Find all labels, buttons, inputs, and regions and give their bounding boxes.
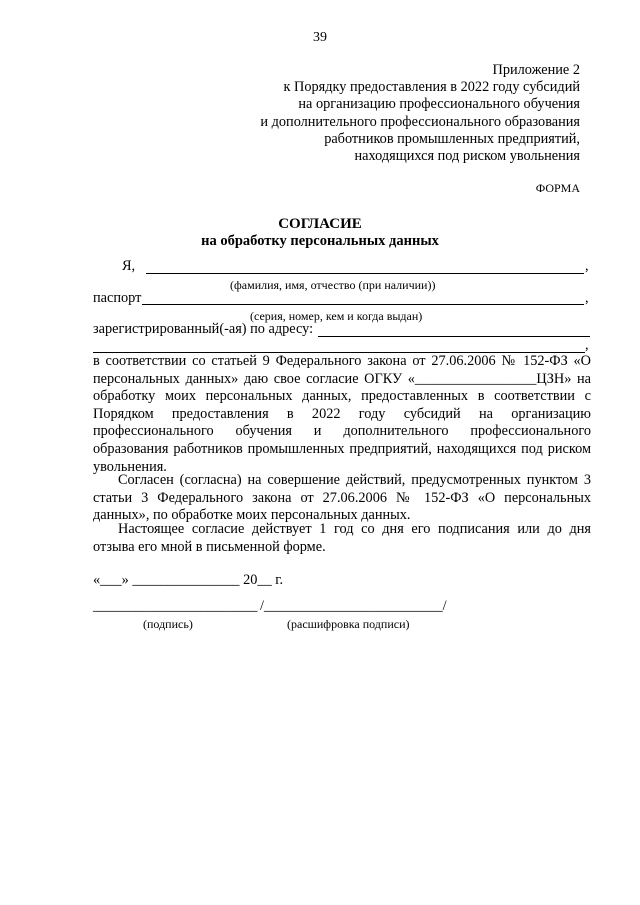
title-sub: на обработку персональных данных: [201, 233, 439, 249]
signature-decode-hint: (расшифровка подписи): [287, 617, 410, 631]
address-label: зарегистрированный(-ая) по адресу:: [93, 321, 314, 337]
appendix-line: работников промышленных предприятий,: [324, 130, 580, 147]
appendix-line: и дополнительного профессионального образования: [260, 113, 580, 130]
appendix-header: [260, 62, 580, 165]
consent-paragraph-1: в соответствии со статьей 9 Федерального закона от 27.06.2006 № 152-ФЗ «О персональных данных» даю свое согласие ОГКУ «_________________ЦЗН» на обработку моих персональных данных, предоставленных в соответствии с Порядком предоставления в 2022 году субсидий на организацию профессионального обучения и дополнительного профессионального образования работников промышленных предприятий, находящихся под риском увольнения.: [93, 353, 591, 475]
appendix-line: находящихся под риском увольнения: [354, 148, 580, 165]
passport-field-line[interactable]: [142, 304, 584, 305]
appendix-line: к Порядку предоставления в 2022 году субсидий: [283, 79, 580, 96]
signature-decode-line[interactable]: /_________________________/: [260, 598, 447, 614]
consent-paragraph-3: Настоящее согласие действует 1 год со дня его подписания или до дня отзыва его мной в письменной форме.: [93, 521, 591, 555]
consent-paragraph-2: Согласен (согласна) на совершение действий, предусмотренных пунктом 3 статьи 3 Федерального закона от 27.06.2006 № 152-ФЗ «О персональных данных», по обработке моих персональных данных.: [93, 472, 591, 524]
page-number: 39: [313, 30, 327, 45]
signature-hint: (подпись): [143, 617, 193, 631]
appendix-line: Приложение 2: [492, 62, 580, 78]
name-label: Я,: [122, 258, 136, 274]
form-label: ФОРМА: [535, 181, 580, 195]
signature-line[interactable]: _______________________: [93, 598, 258, 614]
appendix-line: на организацию профессионального обучения: [298, 96, 580, 113]
name-hint: (фамилия, имя, отчество (при наличии)): [230, 278, 436, 292]
comma: ,: [585, 258, 589, 274]
document-title: [0, 216, 640, 250]
comma: ,: [585, 290, 589, 306]
passport-label: паспорт: [93, 290, 142, 306]
name-field-line[interactable]: [146, 273, 584, 274]
passport-hint: (серия, номер, кем и когда выдан): [250, 309, 423, 323]
address-field-line[interactable]: [318, 336, 590, 337]
title-main: СОГЛАСИЕ: [278, 216, 362, 232]
comma: ,: [585, 337, 589, 353]
date-line[interactable]: «___» _______________ 20__ г.: [93, 572, 284, 588]
